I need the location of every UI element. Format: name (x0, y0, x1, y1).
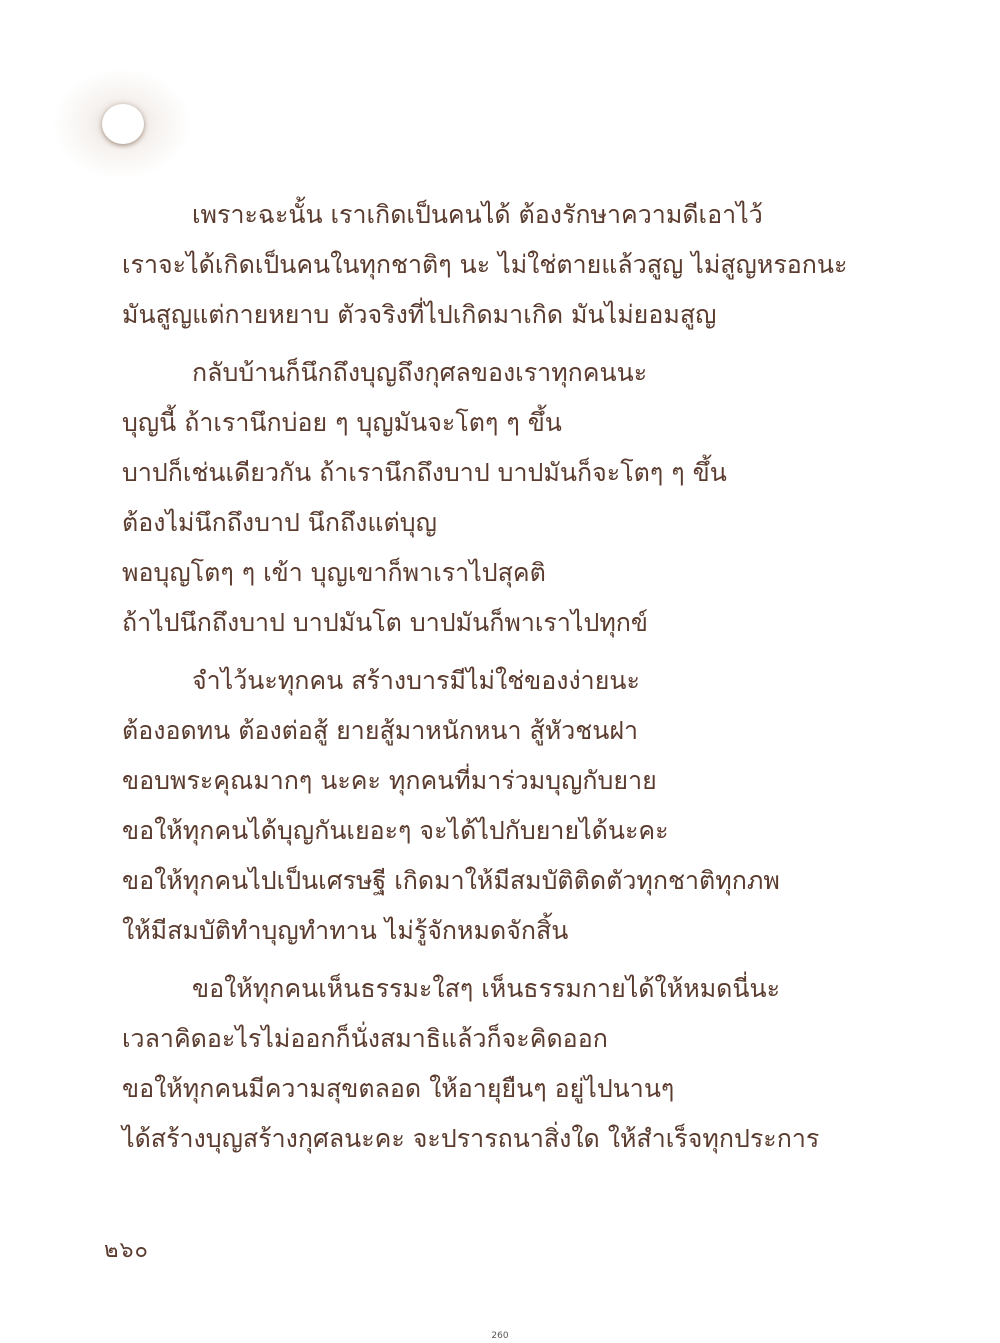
text-line: ขอให้ทุกคนได้บุญกันเยอะๆ จะได้ไปกับยายได้นะคะ (122, 816, 669, 845)
text-line: พอบุญโตๆ ๆ เข้า บุญเขาก็พาเราไปสุคติ (122, 558, 546, 587)
text-line: บาปก็เช่นเดียวกัน ถ้าเรานึกถึงบาป บาปมันก็จะโตๆ ๆ ขึ้น (122, 458, 727, 487)
text-line: บุญนี้ ถ้าเรานึกบ่อย ๆ บุญมันจะโตๆ ๆ ขึ้น (122, 408, 562, 437)
page-number-thai: ๒๖๐ (104, 1238, 149, 1263)
text-line: ขอให้ทุกคนเห็นธรรมะใสๆ เห็นธรรมกายได้ให้หมดนี่นะ (192, 974, 781, 1003)
text-line: กลับบ้านก็นึกถึงบุญถึงกุศลของเราทุกคนนะ (192, 358, 648, 387)
body-text (122, 190, 902, 1172)
text-line: เวลาคิดอะไรไม่ออกก็นั่งสมาธิแล้วก็จะคิดออก (122, 1024, 608, 1053)
text-line: เราจะได้เกิดเป็นคนในทุกชาติๆ นะ ไม่ใช่ตายแล้วสูญ ไม่สูญหรอกนะ (122, 250, 848, 279)
text-line: เพราะฉะนั้น เราเกิดเป็นคนได้ ต้องรักษาความดีเอาไว้ (192, 200, 763, 229)
text-line: ได้สร้างบุญสร้างกุศลนะคะ จะปรารถนาสิ่งใด ให้สำเร็จทุกประการ (122, 1124, 820, 1153)
text-line: ให้มีสมบัติทำบุญทำทาน ไม่รู้จักหมดจักสิ้น (122, 916, 569, 945)
text-line: ถ้าไปนึกถึงบาป บาปมันโต บาปมันก็พาเราไปทุกข์ (122, 608, 649, 637)
text-line: ต้องอดทน ต้องต่อสู้ ยายสู้มาหนักหนา สู้หัวชนฝา (122, 716, 639, 745)
paragraph-1 (122, 190, 902, 340)
text-line: จำไว้นะทุกคน สร้างบารมีไม่ใช่ของง่ายนะ (192, 666, 640, 695)
text-line: ต้องไม่นึกถึงบาป นึกถึงแต่บุญ (122, 508, 437, 537)
text-line: มันสูญแต่กายหยาบ ตัวจริงที่ไปเกิดมาเกิด มันไม่ยอมสูญ (122, 300, 717, 329)
page-number-arabic: 260 (491, 1331, 509, 1341)
paragraph-2 (122, 348, 902, 648)
text-line: ขอบพระคุณมากๆ นะคะ ทุกคนที่มาร่วมบุญกับยาย (122, 766, 657, 795)
paragraph-3 (122, 656, 902, 956)
moon-circle-icon (102, 104, 144, 144)
text-line: ขอให้ทุกคนมีความสุขตลอด ให้อายุยืนๆ อยู่ไปนานๆ (122, 1074, 675, 1103)
paragraph-4 (122, 964, 902, 1164)
text-line: ขอให้ทุกคนไปเป็นเศรษฐี เกิดมาให้มีสมบัติติดตัวทุกชาติทุกภพ (122, 866, 780, 895)
